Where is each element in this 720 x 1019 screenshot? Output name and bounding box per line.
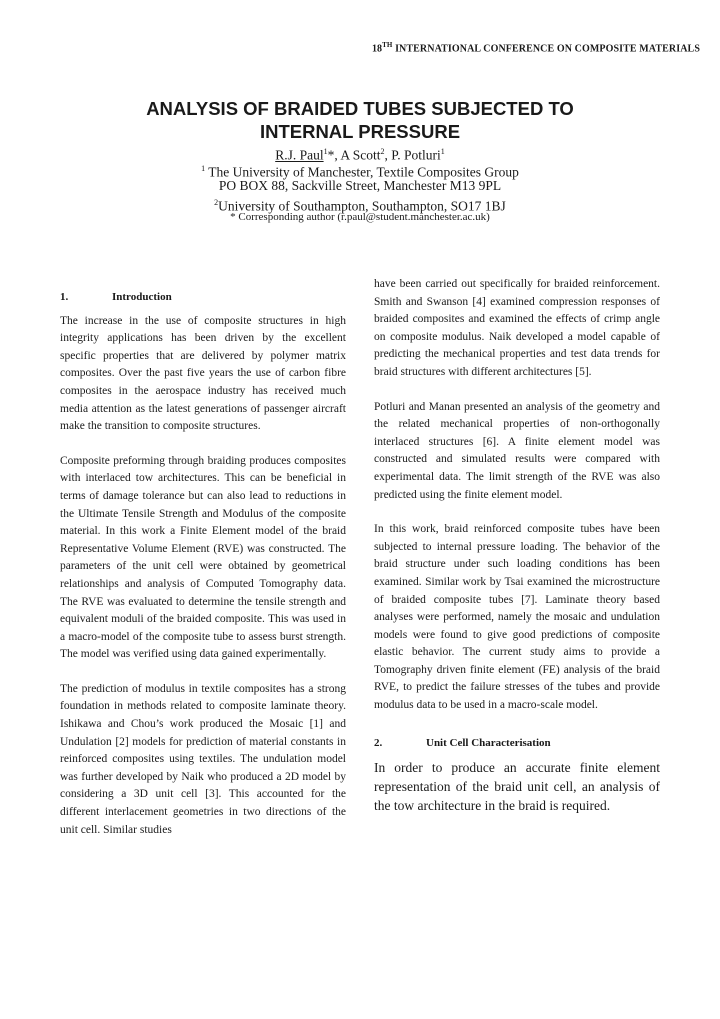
intro-paragraph-3: The prediction of modulus in textile composites has a strong foundation in methods related to composite laminate theory. Ishikawa and Chou’s work produced the Mosaic [1] and Undulation [2] models for prediction of material constants in reinforced composites using textiles. The undulation model was further developed by Naik who produced a 2D model by considering a 3D unit cell [3]. This accounted for the different interlacement geometries in two directions of the unit cell. Similar studies	[60, 682, 346, 836]
corresponding-author: * Corresponding author (r.paul@student.manchester.ac.uk)	[230, 211, 490, 223]
title-line-1: ANALYSIS OF BRAIDED TUBES SUBJECTED TO	[146, 98, 574, 119]
section-heading-unit-cell: 2. Unit Cell Characterisation	[374, 736, 551, 749]
title-line-2: INTERNAL PRESSURE	[259, 121, 461, 142]
affiliation-1-address: PO BOX 88, Sackville Street, Manchester M13 9PL	[218, 178, 502, 193]
intro-paragraph-1: The increase in the use of composite structures in high integrity applications has been driven by the excellent specific properties that are delivered by polymer matrix composites. Over the past five years the use of carbon fibre composites in the aerospace industry has received much media attention as the latest generations of passenger aircraft make the transition to composite structures.	[60, 314, 346, 433]
unit-cell-paragraph-1: In order to produce an accurate finite element representation of the braid unit cell, an analysis of the tow architecture in the braid is required.	[374, 760, 660, 814]
affiliation-2: $^2$University of Southampton, Southampton, SO17 1BJ	[214, 198, 506, 214]
affiliation-1: $^1$ The University of Manchester, Textile Composites Group	[201, 164, 519, 180]
right-paragraph-1: have been carried out specifically for braided reinforcement. Smith and Swanson [4] examined compression responses of braided composites and examined the effects of crimp angle on composite modulus. Naik developed a model capable of predicting the mechanical properties and test data trends for braid structures with different architectures [5].	[374, 278, 660, 378]
right-column	[374, 276, 660, 815]
right-paragraph-3: In this work, braid reinforced composite tubes have been subjected to internal pressure loading. The behavior of the braid structure under such loading conditions has been examined. Similar work by Tsai examined the microstructure of braided composite tubes [7]. Laminate theory based analyses were performed, namely the mosaic and undulation models were found to give good predictions of composite elastic behavior. The current study aims to provide a Tomography driven finite element (FE) analysis of the braid RVE, to predict the failure stresses of the tubes and provide modulus data to be used in a macro-scale model.	[374, 523, 660, 712]
right-paragraph-2: Potluri and Manan presented an analysis of the geometry and the related mechanical properties of non-orthogonally interlaced structures [6]. A finite element model was constructed and simulated results were compared with experimental data. The limit strength of the RVE was also predicted using the finite element model.	[374, 400, 660, 501]
intro-paragraph-2: Composite preforming through braiding produces composites with interlaced tow architectures. This can be beneficial in terms of damage tolerance but can also lead to reductions in the Ultimate Tensile Strength and Modulus of the composite material. In this work a Finite Element model of the braid Representative Volume Element (RVE) was constructed. The parameters of the unit cell were obtained by geometrical relationships and analysis of Computed Tomography data. The RVE was evaluated to determine the tensile strength and equivalent moduli of the braided composite. This was used in a macro-model of the composite tube to assess burst strength. The model was verified using data gained experimentally.	[60, 454, 346, 661]
author-list: R.J. Paul$^1$*, A Scott$^2$, P. Potluri$^1$	[275, 147, 445, 163]
author-paul: R.J. Paul	[275, 147, 324, 163]
running-header: 18TH INTERNATIONAL CONFERENCE ON COMPOSITE MATERIALS	[371, 41, 700, 55]
section-heading-introduction: 1. Introduction	[60, 291, 172, 303]
left-column	[60, 289, 346, 839]
author-scott: A Scott	[340, 147, 381, 163]
author-potluri: P. Potluri	[391, 147, 441, 163]
paper-title	[60, 97, 660, 143]
